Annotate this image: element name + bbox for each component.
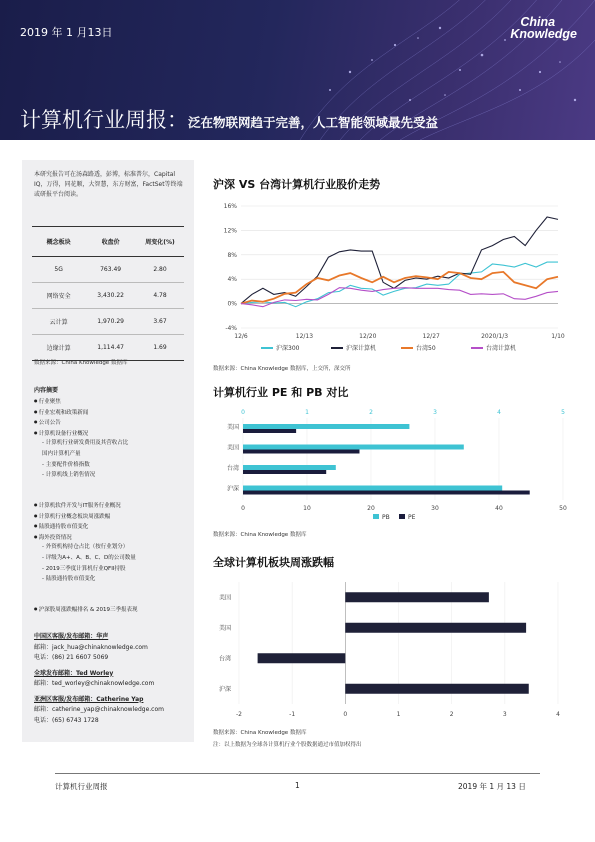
pe-bar	[243, 491, 530, 495]
x-tick-label: 12/20	[359, 333, 377, 340]
toc-item: - 计算机行业研发费用及其营收占比	[42, 440, 129, 447]
report-date: 2019 年 1 月13日	[20, 26, 113, 39]
table-header: 收盘价	[85, 227, 136, 257]
top-axis-tick: 2	[369, 409, 373, 416]
legend-label: PB	[382, 514, 390, 521]
pb-bar	[243, 445, 464, 450]
sidebar	[22, 160, 194, 742]
x-tick-label: -2	[236, 711, 242, 718]
legend-swatch	[399, 514, 405, 519]
stock-trend-line-chart	[213, 196, 573, 356]
title-sub: 泛在物联网趋于完善，人工智能领域最先受益	[188, 115, 439, 130]
x-tick-label: 12/13	[295, 333, 314, 340]
legend-label: PE	[408, 514, 416, 521]
toc-item: ● 行业宏观和政策新闻	[34, 407, 189, 418]
table-cell: 3,430.22	[85, 283, 136, 309]
contact-line[interactable]: 邮箱：catherine_yap@chinaknowledge.com	[34, 706, 164, 713]
y-tick-label: -4%	[225, 325, 237, 332]
y-tick-label: 0%	[227, 300, 237, 308]
change-bar	[345, 592, 489, 602]
contact-block	[34, 632, 194, 731]
toc-item: - 计算机线上销售情况	[42, 472, 96, 479]
table-cell: 1,114.47	[85, 335, 136, 361]
y-tick-label: 16%	[223, 203, 237, 210]
pe-bar	[243, 429, 296, 433]
x-tick-label: 0	[343, 711, 348, 718]
top-axis-tick: 3	[433, 409, 437, 416]
table-header: 周变化(%)	[136, 227, 184, 257]
category-label: 沪深	[226, 485, 239, 493]
legend-swatch	[373, 514, 379, 519]
footer-date: 2019 年 1 月 13 日	[458, 782, 526, 791]
y-tick-label: 12%	[223, 227, 237, 235]
table-row	[32, 257, 184, 283]
footer-title: 计算机行业周报	[55, 782, 108, 791]
contact-entry	[34, 669, 194, 690]
concept-table	[32, 226, 184, 361]
bottom-axis-tick: 30	[431, 505, 439, 512]
table-cell: 云计算	[32, 309, 85, 335]
global-change-bar-chart	[213, 578, 573, 720]
x-tick-label: -1	[289, 711, 296, 718]
pe-pb-bar-chart	[213, 404, 573, 524]
table-cell: 边缘计算	[32, 335, 85, 361]
x-tick-label: 1/10	[551, 333, 565, 340]
contact-entry	[34, 632, 194, 664]
contact-line[interactable]: 邮箱：jack_hua@chinaknowledge.com	[34, 643, 148, 651]
table-cell: 2.80	[136, 257, 184, 283]
legend-label: 台湾计算机	[486, 345, 517, 352]
pb-bar	[243, 486, 502, 491]
table-source: 数据来源：China Knowledge 数据库	[34, 360, 128, 366]
change-bar	[345, 623, 526, 633]
section-title: 计算机行业 PE 和 PB 对比	[213, 386, 349, 399]
top-axis-tick: 4	[497, 409, 501, 416]
footer-divider	[55, 773, 540, 774]
table-cell: 763.49	[85, 257, 136, 283]
top-axis-tick: 0	[241, 409, 245, 416]
pe-bar	[243, 470, 326, 474]
table-header-row	[32, 227, 184, 257]
toc-item: ● 公司公告	[34, 417, 189, 428]
chart-source: 数据来源：China Knowledge 数据库	[213, 730, 307, 736]
table-cell: 网络安全	[32, 283, 85, 309]
x-tick-label: 12/27	[422, 333, 440, 340]
toc-list	[34, 500, 189, 585]
category-label: 美国	[226, 424, 239, 431]
title-main: 计算机行业周报：	[20, 108, 188, 132]
x-tick-label: 12/6	[234, 333, 248, 340]
contact-heading: 全球发布邮箱：Ted Worley	[34, 669, 114, 677]
category-label: 美国	[219, 624, 232, 632]
toc-item: - 陆股通持股市值变化	[42, 576, 96, 583]
toc-list	[34, 604, 189, 615]
toc-item: ● 行业聚焦	[34, 396, 189, 407]
toc-item: - 外资机构持仓占比（按行业划分）	[42, 544, 129, 551]
series-line	[241, 217, 558, 304]
toc-item: ● 计算机软件开发与IT服务行业概况	[34, 500, 189, 511]
bottom-axis-tick: 40	[495, 505, 503, 512]
table-header: 概念板块	[32, 227, 85, 257]
pb-bar	[243, 424, 409, 429]
table-row	[32, 335, 184, 361]
legend-label: 沪深300	[276, 345, 300, 352]
toc-item: ● 计算机设备行业概况	[34, 428, 189, 439]
category-label: 沪深	[219, 685, 232, 693]
toc-list	[34, 396, 189, 481]
contact-line[interactable]: 邮箱：ted_worley@chinaknowledge.com	[34, 680, 155, 687]
chart-source: 数据来源：China Knowledge 数据库，上交所，深交所	[213, 366, 351, 372]
section-title: 沪深 VS 台湾计算机行业股价走势	[213, 178, 381, 191]
contact-line[interactable]: 电话：(65) 6743 1728	[34, 716, 99, 724]
table-cell: 3.67	[136, 309, 184, 335]
table-cell: 4.78	[136, 283, 184, 309]
legend-label: 沪深计算机	[346, 345, 377, 352]
page-title	[20, 104, 438, 134]
bottom-axis-tick: 20	[367, 505, 375, 512]
top-axis-tick: 1	[305, 409, 309, 416]
toc-item: ● 沪深股周涨跌幅排名 & 2019三季报表现	[34, 604, 189, 615]
toc-item: ● 海外投资情况	[34, 532, 189, 543]
toc-item: - 2019三季度计算机行业QFII持股	[42, 565, 126, 572]
category-label: 台湾	[226, 465, 239, 472]
table-cell: 5G	[32, 257, 85, 283]
table-cell: 1,970.29	[85, 309, 136, 335]
chart-source: 数据来源：China Knowledge 数据库	[213, 532, 307, 538]
intro-text: 本研究报告可在汤森路透，彭博，标准普尔，Capital IQ，万得，同花顺，大智慧，东方财富，FactSet等终端或研报平台阅读。	[34, 171, 183, 198]
pe-bar	[243, 450, 359, 454]
x-tick-label: 1	[396, 711, 401, 718]
bottom-axis-tick: 0	[241, 505, 245, 512]
top-axis-tick: 5	[561, 409, 565, 416]
contact-heading: 亚洲区客服/发布邮箱：Catherine Yap	[34, 695, 144, 703]
china-knowledge-logo: China Knowledge	[510, 15, 577, 41]
x-tick-label: 2	[449, 711, 454, 718]
change-bar	[345, 684, 528, 694]
toc-title: 内容摘要	[34, 387, 59, 394]
contact-line[interactable]: 电话：(86) 21 6607 5069	[34, 654, 109, 661]
category-label: 美国	[226, 444, 239, 452]
legend-label: 台湾50	[416, 345, 436, 352]
chart-note: 注：以上数据为全球各计算机行业个股数据通过市值加权得出	[213, 742, 362, 748]
bottom-axis-tick: 10	[303, 505, 311, 512]
toc-item: ● 陆股通持股市值变化	[34, 521, 189, 532]
table-row	[32, 309, 184, 335]
contact-entry	[34, 695, 194, 727]
category-label: 美国	[219, 594, 232, 602]
change-bar	[258, 653, 346, 663]
header-banner	[0, 0, 595, 140]
section-title: 全球计算机板块周涨跌幅	[213, 556, 334, 569]
toc-item: 国内计算机产量	[42, 450, 81, 457]
page-number: 1	[295, 781, 300, 790]
toc-item: - 评级为A+、A、B、C、D的公司数量	[42, 554, 136, 561]
y-tick-label: 4%	[227, 276, 237, 284]
category-label: 台湾	[219, 655, 232, 663]
pb-bar	[243, 465, 336, 470]
table-row	[32, 283, 184, 309]
y-tick-label: 8%	[227, 251, 237, 259]
x-tick-label: 2020/1/3	[481, 333, 509, 340]
toc-item: ● 计算机行业概念板块周涨跌幅	[34, 511, 189, 522]
x-tick-label: 3	[502, 711, 507, 718]
x-tick-label: 4	[556, 711, 560, 718]
bottom-axis-tick: 50	[559, 505, 567, 512]
table-cell: 1.69	[136, 335, 184, 361]
contact-heading: 中国区客服/发布邮箱：华声	[34, 633, 109, 640]
toc-item: - 主要配件价格指数	[42, 461, 90, 468]
